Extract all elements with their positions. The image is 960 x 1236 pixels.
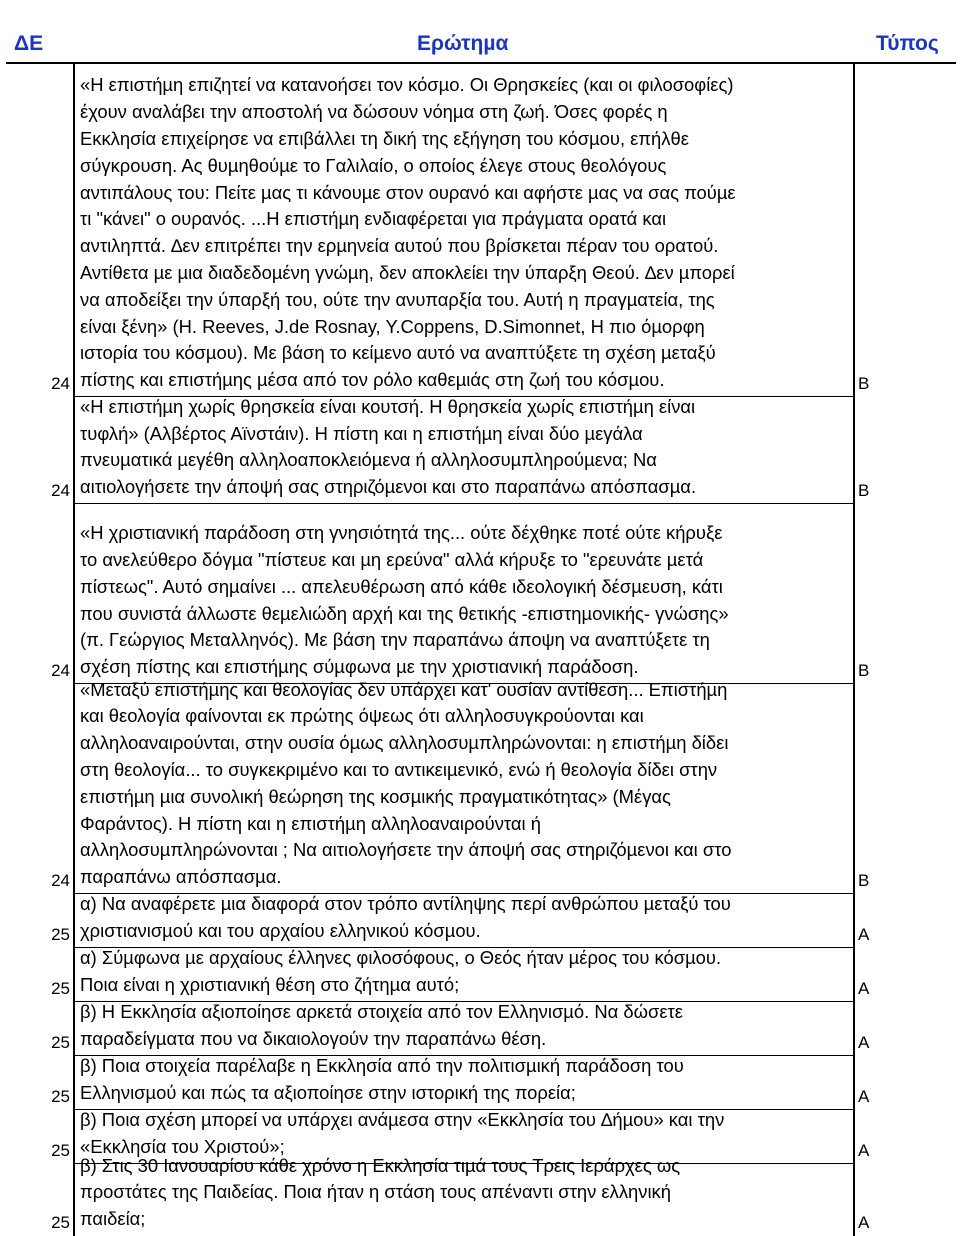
table-row [0,947,960,999]
row-number: 25 [51,1087,70,1106]
row-number: 25 [51,925,70,944]
table-row [0,68,960,394]
row-number: 24 [51,374,70,393]
table-row [0,396,960,501]
table-row [0,1055,960,1107]
column-header-type: Τύπος [876,32,939,55]
question-text: «Η επιστήµη χωρίς θρησκεία είναι κουτσή. Η θρησκεία χωρίς επιστήµη είναι τυφλή» (Αλβέρτος Αϊνστάιν). Η πίστη και η επιστήµη είναι δύο µεγάλα πνευµατικά µεγέθη αλληλοαποκλειόµενα ή αλληλοσυµπληρούµενα; Να αιτιολογήσετε την άποψή σας στηριζόµενοι και στο παραπάνω απόσπασµα. [80,395,697,498]
table-row [0,1001,960,1053]
row-number: 24 [51,871,70,890]
table-row [0,1154,960,1233]
table-row [0,678,960,891]
question-type: Β [858,374,870,393]
question-text: «Μεταξύ επιστήµης και θεολογίας δεν υπάρχει κατ' ουσίαν αντίθεση... Επιστήµη και θεολογία φαίνονται εκ πρώτης όψεως ότι αλληλοσυγκρούονται και αλληλοαναιρούνται, στην ουσία όµως αλληλοσυµπληρώνονται: η επιστήµη δίδει στη θεολογία... το συγκεκριµένο και το αντικειµενικό, ενώ ή θεολογία δίδει στην επιστήµη µια συνολική θεώρηση της κοσµικής πραγµατικότητας» (Μέγας Φαράντος). Η πίστη και η επιστήµη αλληλοαναιρούνται ή αλληλοσυµπληρώνονται ; Να αιτιολογήσετε την άποψή σας στηριζόµενοι και στο παραπάνω απόσπασµα. [80,678,732,888]
column-header-question: Ερώτηµα [417,32,509,55]
question-type: Α [858,1213,870,1232]
row-number: 25 [51,979,70,998]
question-text: «Η χριστιανική παράδοση στη γνησιότητά της... ούτε δέχθηκε ποτέ ούτε κήρυξε το ανελεύθερο δόγµα "πίστευε και µη ερεύνα" αλλά κήρυξε το "ερευνάτε µετά πίστεως". Αυτό σηµαίνει ... απελευθέρωση από κάθε ιδεολογική δέσµευση, κάτι που συνιστά άλλωστε θεµελιώδη αρχή και της θετικής -επιστηµονικής- γνώσης» (π. Γεώργιος Μεταλληνός). Με βάση την παραπάνω άποψη να αναπτύξετε τη σχέση πίστης και επιστήµης σύµφωνα µε την χριστιανική παράδοση. [80,522,729,678]
question-type: Α [858,979,870,998]
question-text: α) Σύµφωνα µε αρχαίους έλληνες φιλοσόφους, ο Θεός ήταν µέρος του κόσµου. Ποια είναι η χριστιανική θέση στο ζήτηµα αυτό; [80,947,722,996]
header-divider [6,62,956,64]
column-header-de: ΔΕ [14,32,44,55]
question-text: «Η επιστήµη επιζητεί να κατανοήσει τον κόσµο. Οι Θρησκείες (και οι φιλοσοφίες) έχουν αναλάβει την αποστολή να δώσουν νόηµα στη ζωή. Όσες φορές η Εκκλησία επιχείρησε να επιβάλλει τη δική της εξήγηση του κόσµου, επήλθε σύγκρουση. Ας θυµηθούµε το Γαλιλαίο, ο οποίος έλεγε στους θεολόγους αντιπάλους του: Πείτε µας τι κάνουµε στον ουρανό και αφήστε µας να σας πούµε τι "κάνει" ο ουρανός. ...Η επιστήµη ενδιαφέρεται για πράγµατα ορατά και αντιληπτά. ∆εν επιτρέπει την ερµηνεία αυτού που βρίσκεται πέραν του ορατού. Αντίθετα µε µια διαδεδοµένη γνώµη, δεν αποκλείει την ύπαρξη Θεού. ∆εν µπορεί να αποδείξει την ύπαρξή του, ούτε την ανυπαρξία του. Αυτή η πραγµατεία, της είναι ξένη» (H. Reeves, J.de Rosnay, Y.Coppens, D.Simonnet, Η πιο όµορφη ιστορία του κόσµου). Με βάση το κείµενο αυτό να αναπτύξετε τη σχέση µεταξύ πίστης και επιστήµης µέσα από τον ρόλο καθεµιάς στη ζωή του κόσµου. [80,74,736,391]
question-text: β) Ποια σχέση µπορεί να υπάρχει ανάµεσα στην «Εκκλησία του ∆ήµου» και την «Εκκλησία του Χριστού»; [80,1109,725,1158]
question-type: Α [858,1141,870,1160]
question-type: Β [858,661,870,680]
table-row [0,503,960,681]
row-number: 24 [51,481,70,500]
question-type: Α [858,1087,870,1106]
question-text: β) Ποια στοιχεία παρέλαβε η Εκκλησία από την πολιτισµική παράδοση του Ελληνισµού και πώς τα αξιοποίησε στην ιστορική της πορεία; [80,1055,684,1104]
table-row [0,893,960,945]
question-type: Α [858,1033,870,1052]
row-number: 24 [51,661,70,680]
table-header [0,24,960,62]
question-text: β) Στις 30 Ιανουαρίου κάθε χρόνο η Εκκλησία τιµά τους Τρεις Ιεράρχες ως προστάτες της Παιδείας. Ποια ήταν η στάση τους απέναντι στην ελληνική παιδεία; [80,1154,681,1230]
question-text: β) Η Εκκλησία αξιοποίησε αρκετά στοιχεία από τον Ελληνισµό. Να δώσετε παραδείγµατα που να δικαιολογούν την παραπάνω θέση. [80,1001,683,1050]
row-number: 25 [51,1141,70,1160]
question-text: α) Να αναφέρετε µια διαφορά στον τρόπο αντίληψης περί ανθρώπου µεταξύ του χριστιανισµού και του αρχαίου ελληνικού κόσµου. [80,893,731,942]
row-number: 25 [51,1033,70,1052]
question-type: Α [858,925,870,944]
question-type: Β [858,481,870,500]
question-type: Β [858,871,870,890]
row-number: 25 [51,1213,70,1232]
